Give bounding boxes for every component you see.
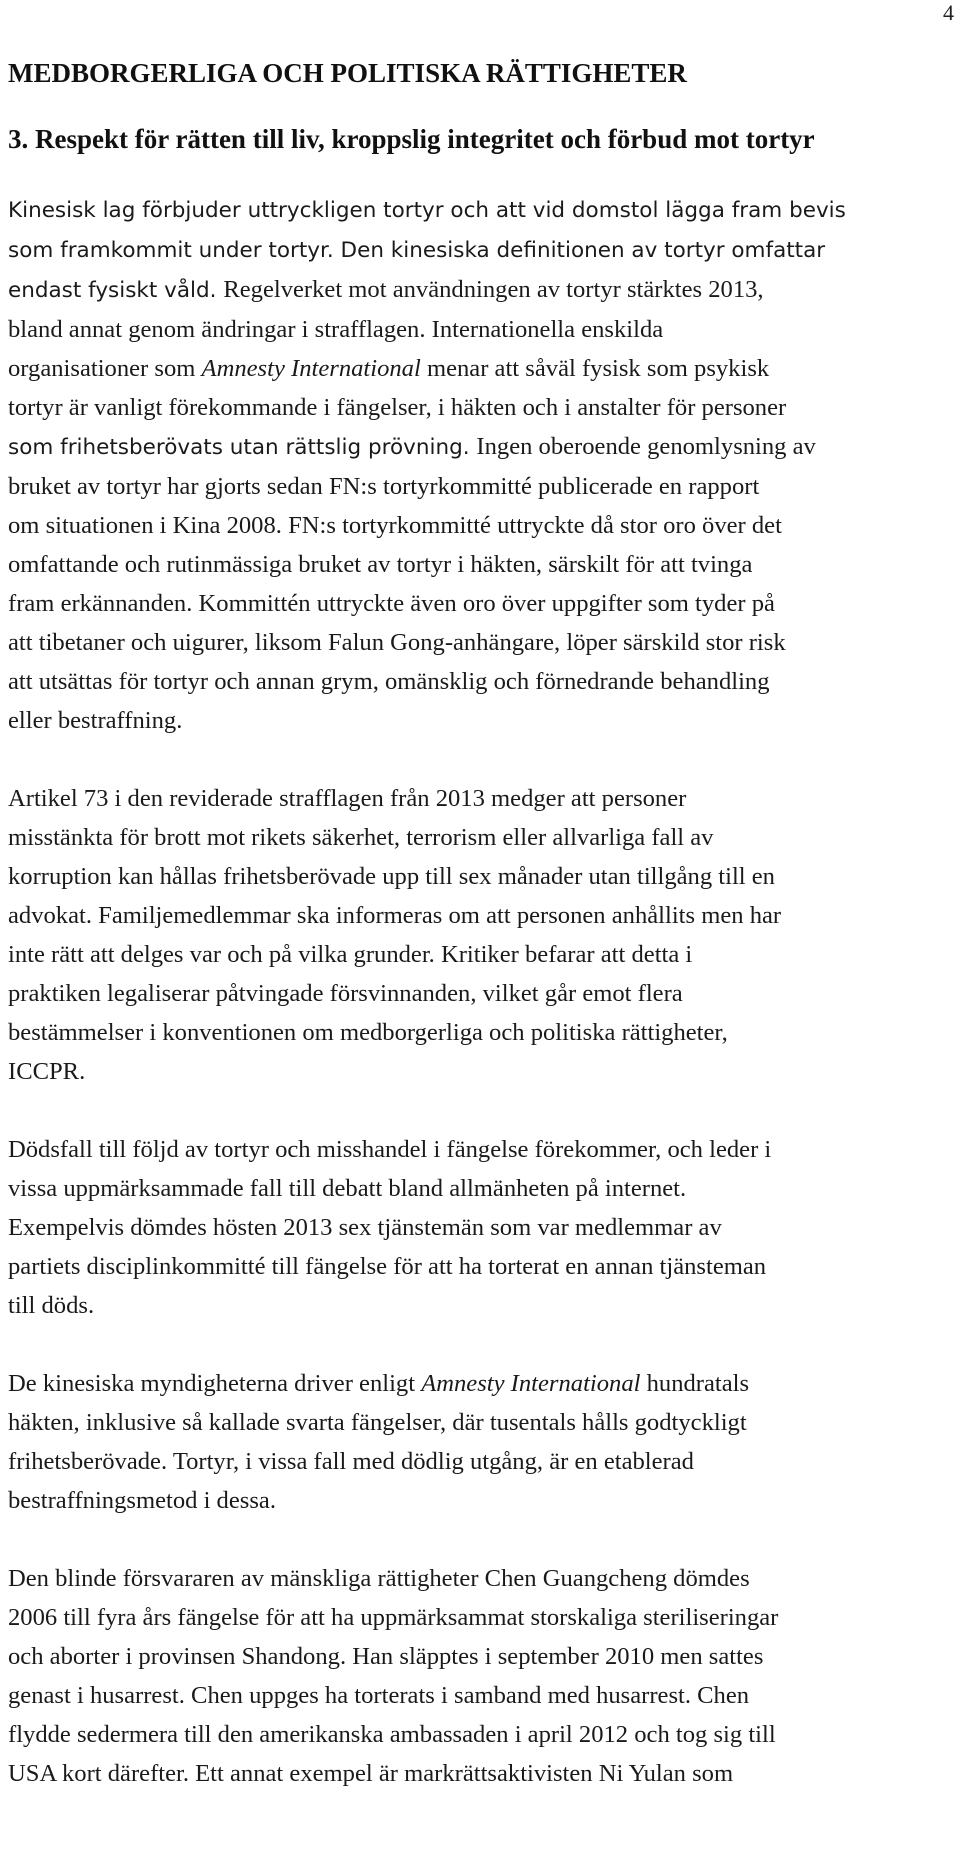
- text-segment: bruket av tortyr har gjorts sedan FN:s tortyrkommitté publicerade en rapport: [8, 473, 760, 500]
- text-line: [8, 1559, 960, 1598]
- text-line: [8, 1364, 960, 1403]
- text-line: [8, 270, 960, 310]
- text-line: [8, 896, 960, 935]
- text-line: [8, 857, 960, 896]
- text-segment: menar att såväl fysisk som psykisk: [420, 355, 770, 382]
- text-segment: genast i husarrest.: [8, 1682, 192, 1709]
- text-segment: De kinesiska myndigheterna driver enligt: [8, 1370, 422, 1397]
- text-segment: praktiken legaliserar påtvingade försvinnanden, vilket går emot flera: [8, 980, 683, 1007]
- text-segment: eller bestraffning.: [8, 707, 183, 734]
- text-segment: som framkommit under tortyr.: [8, 238, 341, 263]
- text-line: [8, 545, 960, 584]
- paragraph: [8, 779, 960, 1091]
- text-line: [8, 310, 960, 349]
- document-body: [8, 190, 960, 1832]
- text-segment: bestraffningsmetod i dessa.: [8, 1487, 276, 1514]
- text-segment: Chen uppges ha torterats i samband med husarrest.: [191, 1682, 698, 1709]
- text-segment: Den kinesiska definitionen av tortyr omfattar: [340, 238, 826, 263]
- text-segment: 2006 till fyra års fängelse för att ha uppmärksammat storskaliga steriliseringar: [8, 1604, 779, 1631]
- text-segment: ICCPR.: [8, 1058, 86, 1085]
- text-line: [8, 1403, 960, 1442]
- text-line: [8, 701, 960, 740]
- text-line: [8, 349, 960, 388]
- text-line: [8, 506, 960, 545]
- text-segment: som frihetsberövats utan rättslig prövning.: [8, 435, 477, 460]
- text-segment: partiets disciplinkommitté till fängelse för att ha torterat en annan tjänsteman: [8, 1253, 767, 1280]
- text-line: [8, 1481, 960, 1520]
- text-line: [8, 662, 960, 701]
- text-line: [8, 1637, 960, 1676]
- text-line: [8, 1754, 960, 1793]
- text-segment: Ett annat exempel är markrättsaktivisten Ni Yulan som: [195, 1760, 734, 1787]
- text-segment: flydde sedermera till den amerikanska ambassaden i april 2012 och tog sig till: [8, 1721, 776, 1748]
- text-line: [8, 1169, 960, 1208]
- text-segment: Chen: [697, 1682, 750, 1709]
- text-line: [8, 1247, 960, 1286]
- text-segment: till döds.: [8, 1292, 95, 1319]
- text-segment: Familjemedlemmar ska informeras om att personen anhållits men har: [98, 902, 782, 929]
- article-heading: 3. Respekt för rätten till liv, kroppslig integritet och förbud mot tortyr: [8, 124, 815, 154]
- text-segment: inte rätt att delges var och på vilka grunder.: [8, 941, 441, 968]
- text-line: [8, 779, 960, 818]
- text-line: [8, 1052, 960, 1091]
- text-segment: USA kort därefter.: [8, 1760, 196, 1787]
- text-segment: att utsättas för tortyr och annan grym, omänsklig och förnedrande behandling: [8, 668, 770, 695]
- text-segment: hundratals: [640, 1370, 750, 1397]
- paragraph: [8, 1559, 960, 1793]
- text-line: [8, 1715, 960, 1754]
- paragraph: [8, 1364, 960, 1520]
- text-segment: tortyr är vanligt förekommande i fängelser, i häkten och i anstalter för personer: [8, 394, 787, 421]
- text-segment: omfattande och rutinmässiga bruket av tortyr i häkten, särskilt för att tvinga: [8, 551, 753, 578]
- text-segment: fram erkännanden.: [8, 590, 199, 617]
- text-line: [8, 1442, 960, 1481]
- text-line: [8, 190, 960, 230]
- text-segment: frihetsberövade.: [8, 1448, 173, 1475]
- text-line: [8, 1286, 960, 1325]
- text-segment: organisationer som: [8, 355, 202, 382]
- text-segment: Den blinde försvararen av mänskliga rättigheter Chen Guangcheng dömdes: [8, 1565, 750, 1592]
- text-line: [8, 1208, 960, 1247]
- italic-text: Amnesty International: [201, 355, 421, 382]
- text-line: [8, 1013, 960, 1052]
- text-line: [8, 974, 960, 1013]
- text-segment: Kommittén uttryckte även oro över uppgifter som tyder på: [198, 590, 775, 617]
- text-segment: Artikel 73 i den reviderade strafflagen från 2013 medger att personer: [8, 785, 687, 812]
- text-segment: häkten, inklusive så kallade svarta fängelser, där tusentals hålls godtyckligt: [8, 1409, 747, 1436]
- text-line: [8, 818, 960, 857]
- text-line: [8, 467, 960, 506]
- text-segment: om situationen i Kina 2008.: [8, 512, 289, 539]
- text-segment: Han släpptes i september 2010 men sattes: [352, 1643, 764, 1670]
- text-segment: FN:s tortyrkommitté uttryckte då stor oro över det: [288, 512, 782, 539]
- text-line: [8, 427, 960, 467]
- text-segment: Kinesisk lag förbjuder uttryckligen tortyr och att vid domstol lägga fram bevis: [8, 198, 846, 223]
- text-segment: Internationella enskilda: [431, 316, 664, 343]
- text-segment: advokat.: [8, 902, 99, 929]
- paragraph: [8, 1130, 960, 1325]
- text-line: [8, 1676, 960, 1715]
- text-line: [8, 1130, 960, 1169]
- text-segment: Dödsfall till följd av tortyr och misshandel i fängelse förekommer, och leder i: [8, 1136, 772, 1163]
- text-segment: Ingen oberoende genomlysning av: [476, 433, 816, 460]
- text-segment: Regelverket mot användningen av tortyr stärktes 2013,: [223, 276, 764, 303]
- text-segment: misstänkta för brott mot rikets säkerhet, terrorism eller allvarliga fall av: [8, 824, 714, 851]
- page-number: 4: [943, 0, 954, 25]
- text-segment: Exempelvis dömdes hösten 2013 sex tjänstemän som var medlemmar av: [8, 1214, 722, 1241]
- section-heading: MEDBORGERLIGA OCH POLITISKA RÄTTIGHETER: [8, 58, 687, 88]
- text-segment: att tibetaner och uigurer, liksom Falun Gong-anhängare, löper särskild stor risk: [8, 629, 786, 656]
- text-segment: Tortyr, i vissa fall med dödlig utgång, är en etablerad: [172, 1448, 694, 1475]
- text-line: [8, 584, 960, 623]
- paragraph: [8, 190, 960, 740]
- text-segment: och aborter i provinsen Shandong.: [8, 1643, 353, 1670]
- italic-text: Amnesty International: [421, 1370, 641, 1397]
- text-line: [8, 230, 960, 270]
- text-segment: vissa uppmärksammade fall till debatt bland allmänheten på internet.: [8, 1175, 687, 1202]
- text-segment: bestämmelser i konventionen om medborgerliga och politiska rättigheter,: [8, 1019, 728, 1046]
- text-segment: korruption kan hållas frihetsberövade upp till sex månader utan tillgång till en: [8, 863, 775, 890]
- text-line: [8, 1598, 960, 1637]
- text-line: [8, 623, 960, 662]
- text-segment: Kritiker befarar att detta i: [440, 941, 693, 968]
- text-segment: endast fysiskt våld.: [8, 278, 224, 303]
- text-line: [8, 388, 960, 427]
- text-segment: bland annat genom ändringar i strafflagen.: [8, 316, 432, 343]
- text-line: [8, 935, 960, 974]
